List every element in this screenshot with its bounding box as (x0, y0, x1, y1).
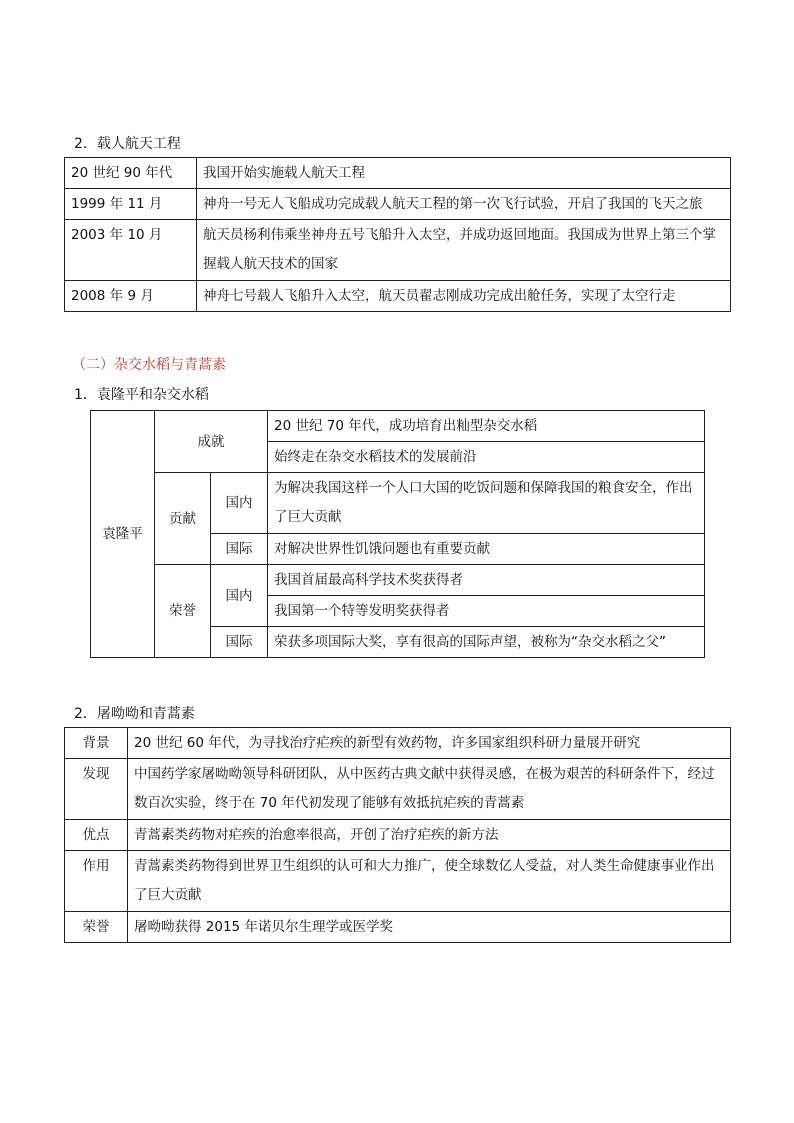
table-row (91, 411, 705, 442)
table-row (65, 820, 731, 851)
table-row (65, 158, 731, 189)
person-cell: 袁隆平 (91, 411, 155, 658)
row-label: 背景 (65, 728, 128, 759)
section-heading-yuan: 1．袁隆平和杂交水稻 (74, 387, 209, 403)
table-row (65, 281, 731, 312)
achievement-item: 20 世纪 70 年代，成功培育出籼型杂交水稻 (268, 411, 705, 442)
event-cell: 神舟一号无人飞船成功完成载人航天工程的第一次飞行试验，开启了我国的飞天之旅 (197, 189, 731, 220)
date-cell: 2003 年 10 月 (65, 220, 197, 281)
table-row (65, 189, 731, 220)
table-row (65, 759, 731, 820)
table-row (65, 851, 731, 912)
date-cell: 2008 年 9 月 (65, 281, 197, 312)
international-label: 国际 (211, 627, 268, 658)
international-label: 国际 (211, 534, 268, 565)
achievement-label: 成就 (155, 411, 268, 473)
row-label: 发现 (65, 759, 128, 820)
row-text: 中国药学家屠呦呦领导科研团队，从中医药古典文献中获得灵感，在极为艰苦的科研条件下，经过数百次实验，终于在 70 年代初发现了能够有效抵抗疟疾的青蒿素 (128, 759, 731, 820)
achievement-item: 始终走在杂交水稻技术的发展前沿 (268, 442, 705, 473)
honor-domestic-item: 我国首届最高科学技术奖获得者 (268, 565, 705, 596)
section-heading-space: 2．载人航天工程 (74, 136, 181, 152)
event-cell: 我国开始实施载人航天工程 (197, 158, 731, 189)
row-text: 青蒿素类药物得到世界卫生组织的认可和大力推广，使全球数亿人受益，对人类生命健康事业作出了巨大贡献 (128, 851, 731, 912)
row-label: 优点 (65, 820, 128, 851)
domestic-label: 国内 (211, 473, 268, 534)
row-label: 荣誉 (65, 912, 128, 943)
row-text: 屠呦呦获得 2015 年诺贝尔生理学或医学奖 (128, 912, 731, 943)
section-two-title: （二）杂交水稻与青蒿素 (72, 357, 226, 373)
date-cell: 1999 年 11 月 (65, 189, 197, 220)
contribution-domestic: 为解决我国这样一个人口大国的吃饭问题和保障我国的粮食安全，作出了巨大贡献 (268, 473, 705, 534)
date-cell: 20 世纪 90 年代 (65, 158, 197, 189)
table-row (65, 912, 731, 943)
contribution-international: 对解决世界性饥饿问题也有重要贡献 (268, 534, 705, 565)
row-label: 作用 (65, 851, 128, 912)
table-row (65, 220, 731, 281)
table-row (65, 728, 731, 759)
event-cell: 航天员杨利伟乘坐神舟五号飞船升入太空，并成功返回地面。我国成为世界上第三个掌握载人航天技术的国家 (197, 220, 731, 281)
tu-table (64, 727, 731, 943)
space-table (64, 157, 731, 312)
yuan-table (90, 410, 705, 658)
row-text: 20 世纪 60 年代，为寻找治疗疟疾的新型有效药物，许多国家组织科研力量展开研究 (128, 728, 731, 759)
honor-domestic-item: 我国第一个特等发明奖获得者 (268, 596, 705, 627)
table-row (91, 565, 705, 596)
row-text: 青蒿素类药物对疟疾的治愈率很高，开创了治疗疟疾的新方法 (128, 820, 731, 851)
contribution-label: 贡献 (155, 473, 211, 565)
section-heading-tu: 2．屠呦呦和青蒿素 (74, 706, 195, 722)
event-cell: 神舟七号载人飞船升入太空，航天员翟志刚成功完成出舱任务，实现了太空行走 (197, 281, 731, 312)
honor-label: 荣誉 (155, 565, 211, 658)
domestic-label: 国内 (211, 565, 268, 627)
honor-international: 荣获多项国际大奖，享有很高的国际声望，被称为“杂交水稻之父” (268, 627, 705, 658)
